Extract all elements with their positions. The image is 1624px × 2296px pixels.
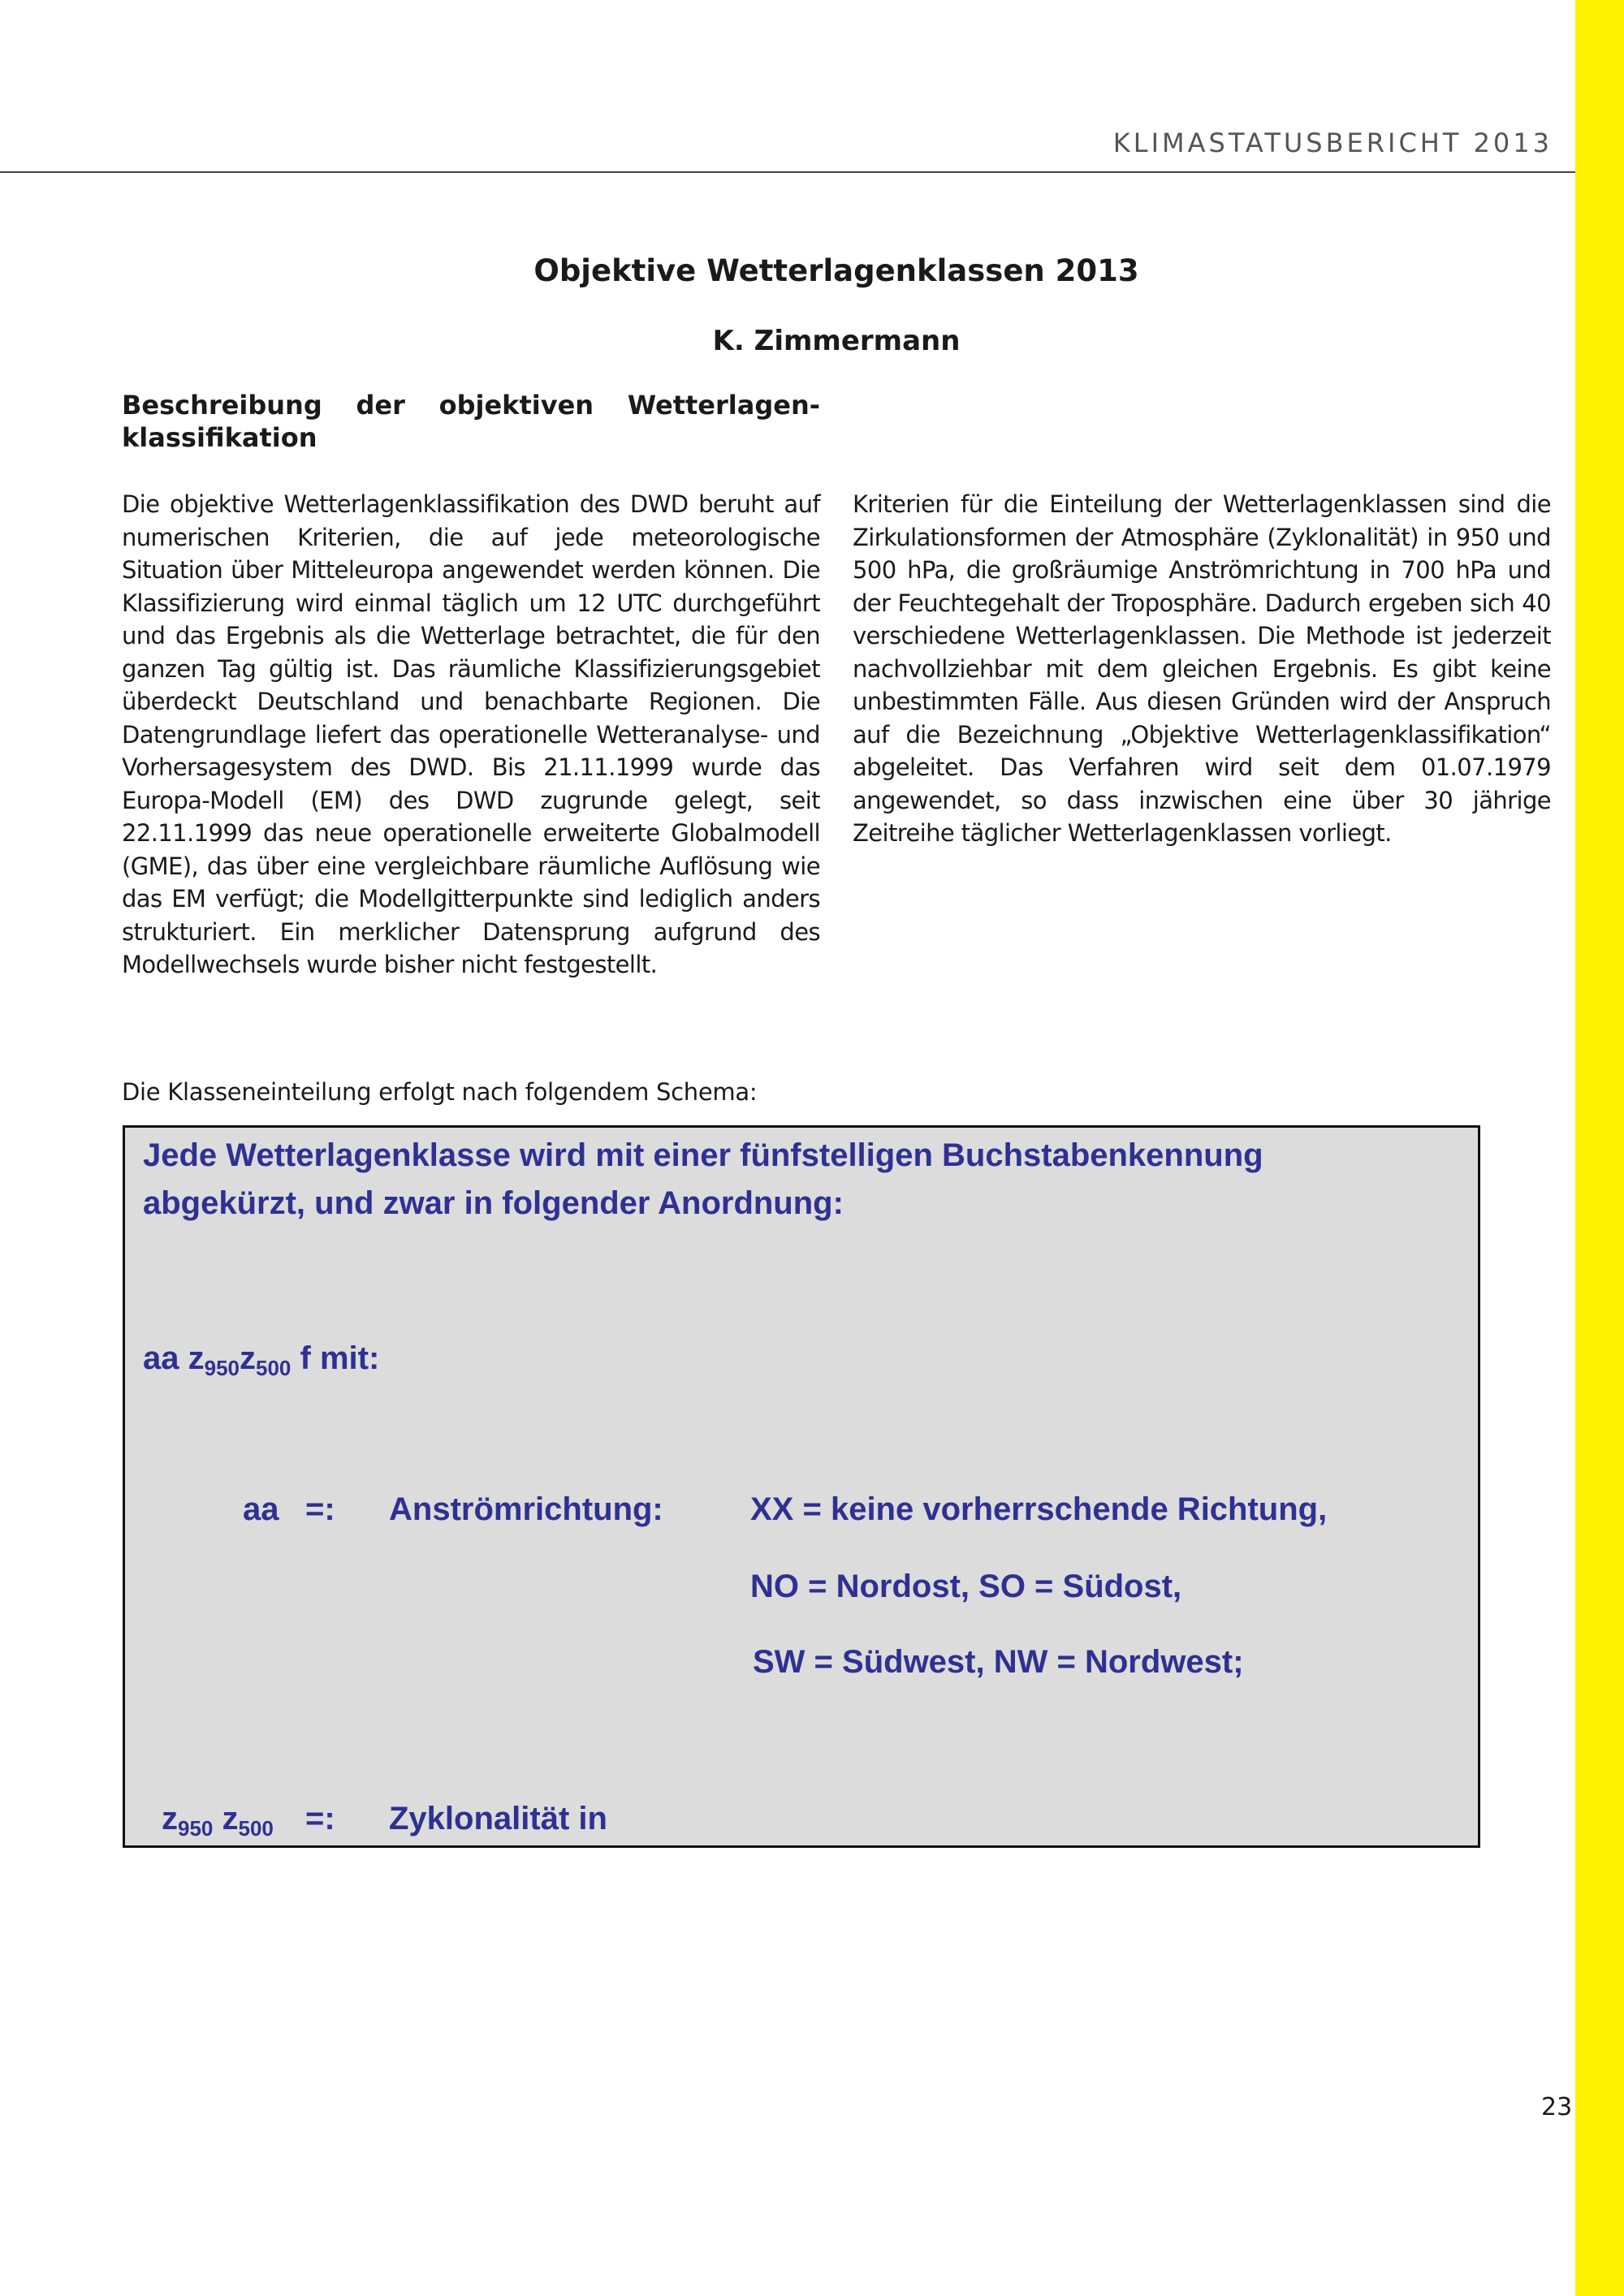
aa-value-3: SW = Südwest, NW = Nordwest; — [753, 1644, 1244, 1680]
accent-side-bar — [1575, 0, 1624, 2296]
formula-z500: $z_{500}$ — [240, 1340, 292, 1380]
aa-label: Anströmrichtung: — [389, 1491, 663, 1527]
schema-line-1: Jede Wetterlagenklasse wird mit einer fünfstelligen Buchstabenkennung — [143, 1137, 1263, 1173]
aa-value-2: NO = Nordost, SO = Südost, — [750, 1569, 1182, 1604]
schema-line-2: abgekürzt, und zwar in folgender Anordnung: — [143, 1185, 844, 1221]
page-number: 23 — [1541, 2093, 1573, 2121]
formula-mit: mit: — [319, 1340, 380, 1376]
formula-f: f — [300, 1340, 311, 1376]
aa-value-1: XX = keine vorherrschende Richtung, — [750, 1491, 1328, 1527]
aa-operator: =: — [305, 1491, 335, 1527]
z-label: Zyklonalität in — [389, 1801, 607, 1836]
section-heading: Beschreibung der objektiven Wetterlagen-klassifikation — [122, 390, 820, 453]
z-symbols: $z_{950}$ $z_{500}$ — [162, 1801, 274, 1841]
schema-formula — [143, 1340, 379, 1381]
formula-z950: $z_{950}$ — [188, 1340, 240, 1380]
article-title: Objektive Wetterlagenklassen 2013 — [533, 253, 1139, 288]
schema-intro: Die Klasseneinteilung erfolgt nach folgendem Schema: — [122, 1078, 758, 1106]
z-operator: =: — [305, 1801, 335, 1836]
header-rule — [0, 171, 1575, 173]
running-header: KLIMASTATUSBERICHT 2013 — [1112, 127, 1553, 158]
formula-aa: aa — [143, 1340, 179, 1376]
body-column-left: Die objektive Wetterlagenklassifikation des DWD beruht auf numerischen Kriterien, die auf jede meteorologische Situation über Mitteleuropa angewendet werden können. Die Klassifizierung wird einmal täglich um 12 UTC durchgeführt und das Ergebnis als die Wetterlage betrachtet, die für den ganzen Tag gültig ist. Das räumliche Klassifizierungsgebiet überdeckt Deutschland und benachbarte Regionen. Die Datengrundlage liefert das operationelle Wetteranalyse- und Vorhersagesystem des DWD. Bis 21.11.1999 wurde das Europa-Modell (EM) des DWD zugrunde gelegt, seit 22.11.1999 das neue operationelle erweiterte Globalmodell (GME), das über eine vergleichbare räumliche Auflösung wie das EM verfügt; die Modellgitterpunkte sind lediglich anders strukturiert. Ein merklicher Datensprung aufgrund des Modellwechsels wurde bisher nicht festgestellt. — [122, 490, 820, 978]
article-author: K. Zimmermann — [712, 325, 961, 357]
body-column-right: Kriterien für die Einteilung der Wetterlagenklassen sind die Zirkulationsformen der Atmosphäre (Zyklonalität) in 950 und 500 hPa, die großräumige Anströmrichtung in 700 hPa und der Feuchtegehalt der Troposphäre. Dadurch ergeben sich 40 verschiedene Wetterlagenklassen. Die Methode ist jederzeit nachvollziehbar mit dem gleichen Ergebnis. Es gibt keine unbestimmten Fälle. Aus diesen Gründen wird der Anspruch auf die Bezeichnung „Objektive Wetterlagenklassifikation“ abgeleitet. Das Verfahren wird seit dem 01.07.1979 angewendet, so dass inzwischen eine über 30 jährige Zeitreihe täglicher Wetterlagenklassen vorliegt. — [853, 490, 1551, 847]
aa-symbol: aa — [243, 1491, 279, 1527]
classification-schema-box — [123, 1125, 1480, 1848]
